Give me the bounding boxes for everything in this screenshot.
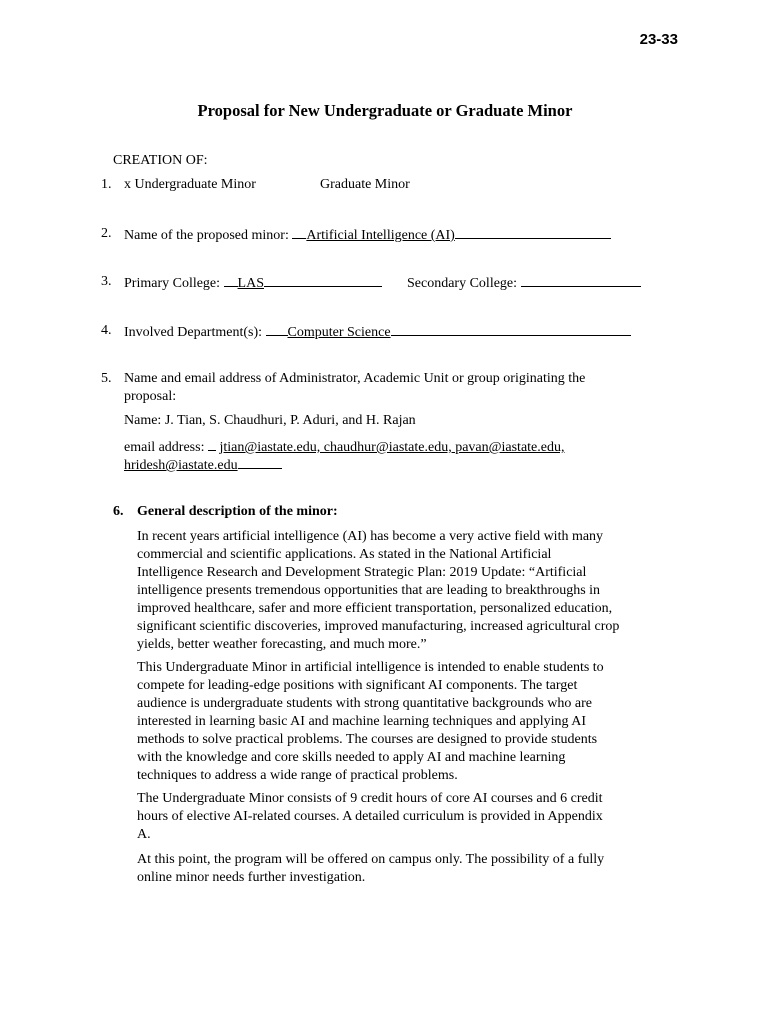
section-heading: General description of the minor:: [137, 504, 338, 519]
description-paragraph-1: [137, 528, 663, 654]
undergraduate-minor-option[interactable]: [124, 176, 256, 194]
paragraph-line: A.: [137, 827, 151, 842]
description-paragraph-3: [137, 790, 663, 844]
paragraph-line: intelligence presents tremendous opportunities that are leading to breakthroughs in: [137, 583, 601, 598]
document-title: Proposal for New Undergraduate or Graduate Minor: [197, 101, 573, 120]
paragraph-line: yields, better weather forecasting, and much more.”: [137, 637, 427, 652]
email-field-line2[interactable]: hridesh@iastate.edu: [124, 458, 238, 473]
departments-field[interactable]: Computer Science: [287, 325, 391, 340]
paragraph-line: compete for leading-edge positions with significant AI components. The target: [137, 678, 578, 693]
departments-label: Involved Department(s):: [124, 325, 263, 340]
primary-college-row: [124, 273, 382, 293]
paragraph-line: methods to solve practical problems. The courses are designed to provide students: [137, 732, 598, 747]
paragraph-line: commercial and scientific applications. As stated in the National Artificial: [137, 547, 552, 562]
secondary-college-row: [407, 273, 641, 293]
secondary-college-field[interactable]: [521, 273, 641, 287]
document-number: 23-33: [639, 31, 678, 48]
minor-name-row: [124, 225, 611, 245]
item-1-number: 1.: [101, 177, 112, 192]
secondary-college-label: Secondary College:: [407, 276, 518, 291]
blank-line: [264, 273, 382, 287]
minor-name-field[interactable]: Artificial Intelligence (AI): [306, 228, 455, 243]
email-label: email address:: [124, 440, 205, 455]
blank-line: [391, 322, 631, 336]
paragraph-line: The Undergraduate Minor consists of 9 credit hours of core AI courses and 6 credit: [137, 791, 603, 806]
blank-line: [224, 273, 238, 287]
departments-row: [124, 322, 631, 342]
paragraph-line: interested in learning basic AI and machine learning techniques and applying AI: [137, 714, 587, 729]
creation-label: CREATION OF:: [113, 153, 208, 168]
blank-line: [266, 322, 288, 336]
graduate-minor-option[interactable]: Graduate Minor: [320, 177, 410, 192]
paragraph-line: audience is undergraduate students with strong quantitative backgrounds who are: [137, 696, 593, 711]
paragraph-line: significant scientific discoveries, improved manufacturing, increased agricultural crop: [137, 619, 620, 634]
paragraph-line: techniques to address a wide range of practical problems.: [137, 768, 458, 783]
item-3-number: 3.: [101, 274, 112, 289]
primary-college-label: Primary College:: [124, 276, 221, 291]
undergraduate-minor-label: Undergraduate Minor: [134, 177, 256, 192]
item-2-number: 2.: [101, 226, 112, 241]
blank-line: [208, 437, 216, 451]
description-paragraph-2: [137, 659, 663, 785]
administrator-names[interactable]: Name: J. Tian, S. Chaudhuri, P. Aduri, and H. Rajan: [124, 413, 416, 428]
selected-mark: x: [124, 177, 131, 192]
paragraph-line: online minor needs further investigation.: [137, 870, 366, 885]
item-4-number: 4.: [101, 323, 112, 338]
paragraph-line: This Undergraduate Minor in artificial intelligence is intended to enable students to: [137, 660, 604, 675]
blank-line: [238, 455, 282, 469]
paragraph-line: with the knowledge and core skills needed to apply AI and machine learning: [137, 750, 566, 765]
paragraph-line: hours of elective AI-related courses. A detailed curriculum is provided in Appendix: [137, 809, 603, 824]
primary-college-field[interactable]: LAS: [237, 276, 264, 291]
item-6-number: 6.: [113, 504, 124, 519]
description-paragraph-4: [137, 851, 663, 887]
blank-line: [455, 225, 611, 239]
item-5-number: 5.: [101, 371, 112, 386]
minor-name-label: Name of the proposed minor:: [124, 228, 289, 243]
administrator-question-line1: Name and email address of Administrator, Academic Unit or group originating the: [124, 371, 586, 386]
blank-line: [292, 225, 306, 239]
paragraph-line: At this point, the program will be offered on campus only. The possibility of a fully: [137, 852, 605, 867]
email-row-2: [124, 455, 282, 475]
paragraph-line: In recent years artificial intelligence (AI) has become a very active field with many: [137, 529, 604, 544]
administrator-question-line2: proposal:: [124, 389, 177, 404]
paragraph-line: improved healthcare, safer and more efficient transportation, personalized education,: [137, 601, 613, 616]
paragraph-line: Intelligence Research and Development Strategic Plan: 2019 Update: “Artificial: [137, 565, 587, 580]
email-row-1: [124, 437, 564, 457]
email-field-line1[interactable]: jtian@iastate.edu, chaudhur@iastate.edu, pavan@iastate.edu,: [219, 440, 565, 455]
